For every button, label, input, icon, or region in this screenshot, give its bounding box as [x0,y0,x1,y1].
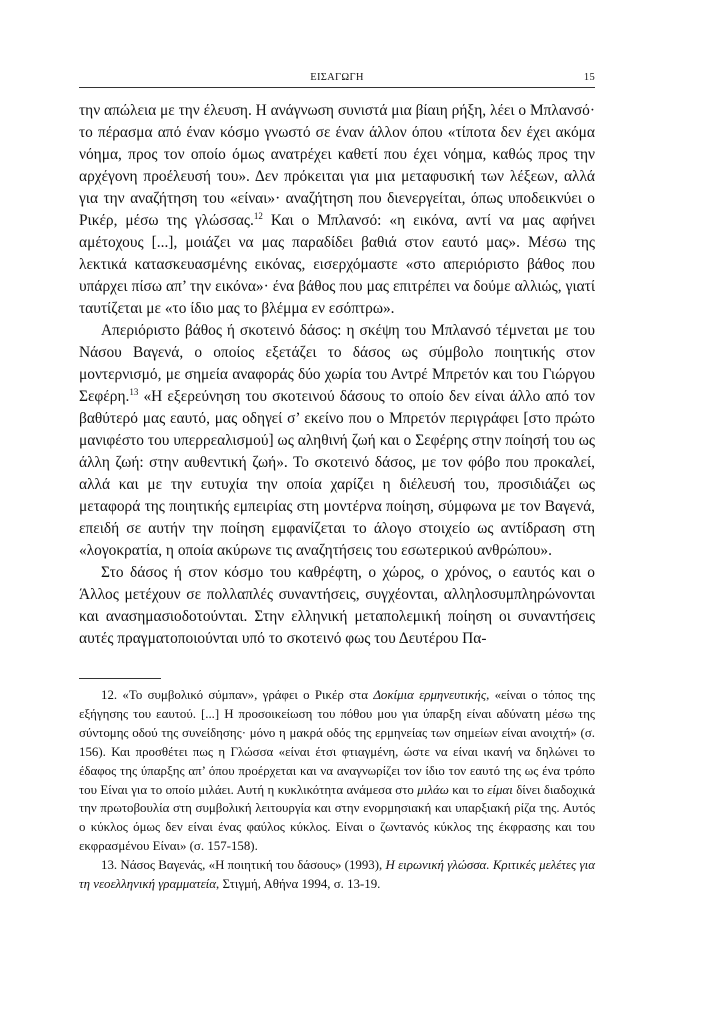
emphasis: μιλάω [417,782,449,797]
page-number: 15 [583,72,595,83]
footnote-number: 12. [101,688,118,702]
footnote-rule [79,678,161,679]
book-title: Δοκίμια ερμηνευτικής [373,688,487,702]
footnote-12 [79,686,595,856]
text-run: , Στιγμή, Αθήνα 1994, σ. 13-19. [216,877,381,892]
main-text [79,100,595,650]
text-run: Και ο Μπλανσό: «η εικόνα, αντί να μας αφήνει αμέτοχους [...], μοιάζει να μας παραδίδει βαθιά στον εαυτό μας». Μέσω της λεκτικά κατασκευασμένης εικόνας, εισερχόμαστε «στο απεριόριστο βάθος που υπάρχει πίσω απ’ την εικόνα»· ένα βάθος που μας επιτρέπει να δούμε αλλιώς, γιατί ταυτίζεται με «το ίδιο μας το βλέμμα εν εσόπτρω». [79,212,595,317]
chapter-title: ΕΙΣΑΓΩΓΗ [310,72,364,83]
text-run: Απεριόριστο βάθος ή σκοτεινό δάσος: η σκέψη του Μπλανσό τέμνεται με του Νάσου Βαγενά, ο οποίος εξετάζει το δάσος ως σύμβολο ποιητικής στον μοντερνισμό, με σημεία αναφοράς δύο χωρία του Αντρέ Μπρετόν και του Γιώργου Σεφέρη. [79,322,595,405]
running-header [79,71,595,88]
footnote-ref: 12 [253,210,263,221]
paragraph [79,320,595,562]
text-run: Νάσος Βαγενάς, «Η ποιητική του δάσους» (1993), [120,858,383,873]
footnote-13 [79,856,595,894]
footnotes [79,686,595,894]
paragraph [79,100,595,320]
book-title: Η ειρωνική γλώσσα. Κριτικές μελέτες για τη νεοελληνική γραμματεία [79,858,595,892]
text-run: δίνει διαδοχικά την πρωτοβουλία στη συμβολική λειτουργία και στην ενορμησιακή και υπαρξιακή ρίζα της. Αυτός ο κύκλος όμως δεν είναι ένας φαύλος κύκλος. Είναι ο ζωντανός κύκλος της έκφρασης και του εκφρασμένου Είναι» (σ. 157-158). [79,782,596,854]
text-run: και το [452,782,484,797]
text-run: την απώλεια με την έλευση. Η ανάγνωση συνιστά μια βίαιη ρήξη, λέει ο Μπλανσό· το πέρασμα από έναν κόσμο γνωστό σε έναν άλλον όπου «τίποτα δεν έχει ακόμα νόημα, προς τον οποίο όμως ανατρέχει καθετί που έχει νόημα, καθώς προς την αρχέγονη προέλευσή του». Δεν πρόκειται για μια μεταφυσική των λέξεων, αλλά για την αναζήτηση του «είναι»· αναζήτηση που διενεργείται, όπως υποδεικνύει ο Ρικέρ, μέσω της γλώσσας. [79,102,595,229]
paragraph: Στο δάσος ή στον κόσμο του καθρέφτη, ο χώρος, ο χρόνος, ο εαυτός και ο Άλλος μετέχουν σε πολλαπλές συναντήσεις, συγχέονται, αλληλοσυμπληρώνονται και ανασημασιοδοτούνται. Στην ελληνική μεταπολεμική ποίηση οι συναντήσεις αυτές πραγματοποιούνται υπό το σκοτεινό φως του Δευτέρου Πα- [79,564,595,647]
footnote-number: 13. [101,858,118,873]
text-run: «Το συμβολικό σύμπαν», γράφει ο Ρικέρ στα [122,688,369,702]
text-run: , «είναι ο τόπος της εξήγησης του εαυτού. [...] Η προσοικείωση του πόθου μου για ύπαρξη είναι αδύνατη μέσω της σύντομης οδού της συνείδησης· μόνο η μακρά οδός της ερμηνείας των σημείων είναι ανοιχτή» (σ. 156). Και προσθέτει πως η Γλώσσα «είναι έτσι φτιαγμένη, ώστε να είναι ικανή να δηλώνει το έδαφος της ύπαρξης απ’ όπου προέρχεται και να αναγνωρίζει τον ίδιο τον εαυτό της ως ένα τρόπο του Είναι για το οποίο μιλάει. Αυτή η κυκλικότητα ανάμεσα στο [79,688,595,797]
footnote-ref: 13 [129,386,139,397]
text-run: «Η εξερεύνηση του σκοτεινού δάσους το οποίο δεν είναι άλλο από τον βαθύτερό μας εαυτό, μας οδηγεί σ’ εκείνο που ο Μπρετόν περιγράφει [στο πρώτο μανιφέστο του υπερρεαλισμού] ως αληθινή ζωή και ο Σεφέρης στην ποίησή του ως άλλη ζωή: στην αυθεντική ζωή». Το σκοτεινό δάσος, με τον φόβο που προκαλεί, αλλά και με την ευτυχία την οποία χαρίζει η διέλευσή του, προσιδιάζει ως μεταφορά της ποιητικής εμπειρίας στη μοντέρνα ποίηση, σύμφωνα με τον Βαγενά, επειδή σε αυτήν την ποίηση εμφανίζεται το άλογο στοιχείο ως αντίδραση στη «λογοκρατία, η οποία ακύρωνε τις αναζητήσεις του εσωτερικού ανθρώπου». [79,388,595,559]
emphasis: είμαι [487,782,513,797]
